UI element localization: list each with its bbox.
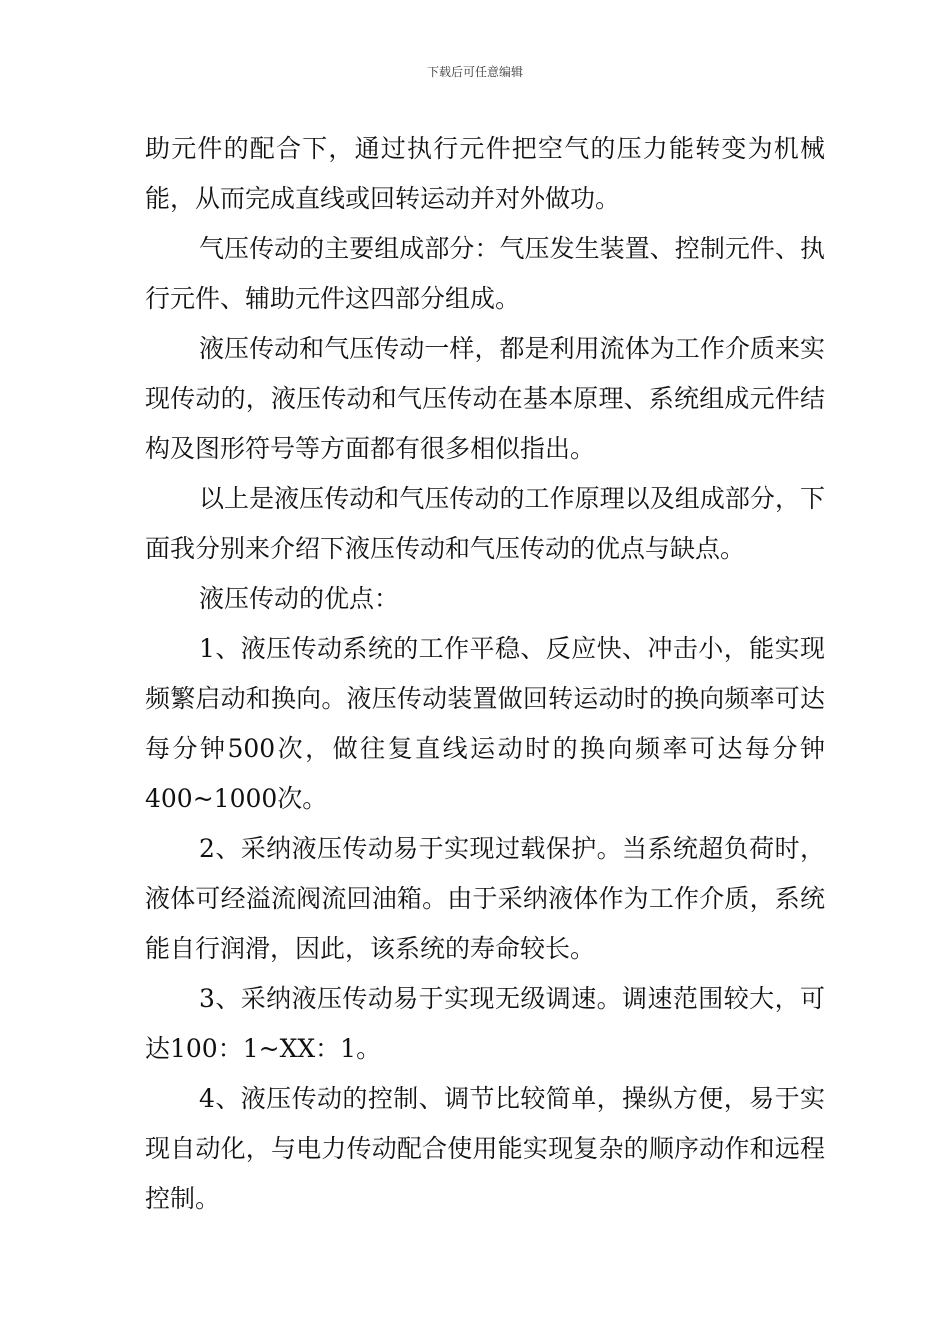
list-item-advantage-3: 3、采纳液压传动易于实现无级调速。调速范围较大，可达100：1~XX：1。	[145, 984, 825, 1063]
list-item-advantage-4: 4、液压传动的控制、调节比较简单，操纵方便，易于实现自动化，与电力传动配合使用能实现复杂的顺序动作和远程控制。	[145, 1084, 825, 1213]
paragraph-intro-advantages: 以上是液压传动和气压传动的工作原理以及组成部分，下面我分别来介绍下液压传动和气压传动的优点与缺点。	[145, 484, 825, 563]
list-item-advantage-1: 1、液压传动系统的工作平稳、反应快、冲击小，能实现频繁启动和换向。液压传动装置做回转运动时的换向频率可达每分钟500次，做往复直线运动时的换向频率可达每分钟400~1000次。	[145, 634, 825, 813]
paragraph-pneumatic-components: 气压传动的主要组成部分：气压发生装置、控制元件、执行元件、辅助元件这四部分组成。	[145, 234, 825, 313]
paragraph-hydraulic-vs-pneumatic: 液压传动和气压传动一样，都是利用流体为工作介质来实现传动的，液压传动和气压传动在基本原理、系统组成元件结构及图形符号等方面都有很多相似指出。	[145, 334, 825, 463]
list-item-advantage-2: 2、采纳液压传动易于实现过载保护。当系统超负荷时，液体可经溢流阀流回油箱。由于采纳液体作为工作介质，系统能自行润滑，因此，该系统的寿命较长。	[145, 834, 825, 963]
paragraph-continuation: 助元件的配合下，通过执行元件把空气的压力能转变为机械能，从而完成直线或回转运动并对外做功。	[145, 134, 825, 213]
document-body	[145, 124, 825, 1224]
section-heading-hydraulic-advantages: 液压传动的优点：	[199, 584, 400, 613]
page-header-note: 下载后可任意编辑	[426, 65, 523, 79]
